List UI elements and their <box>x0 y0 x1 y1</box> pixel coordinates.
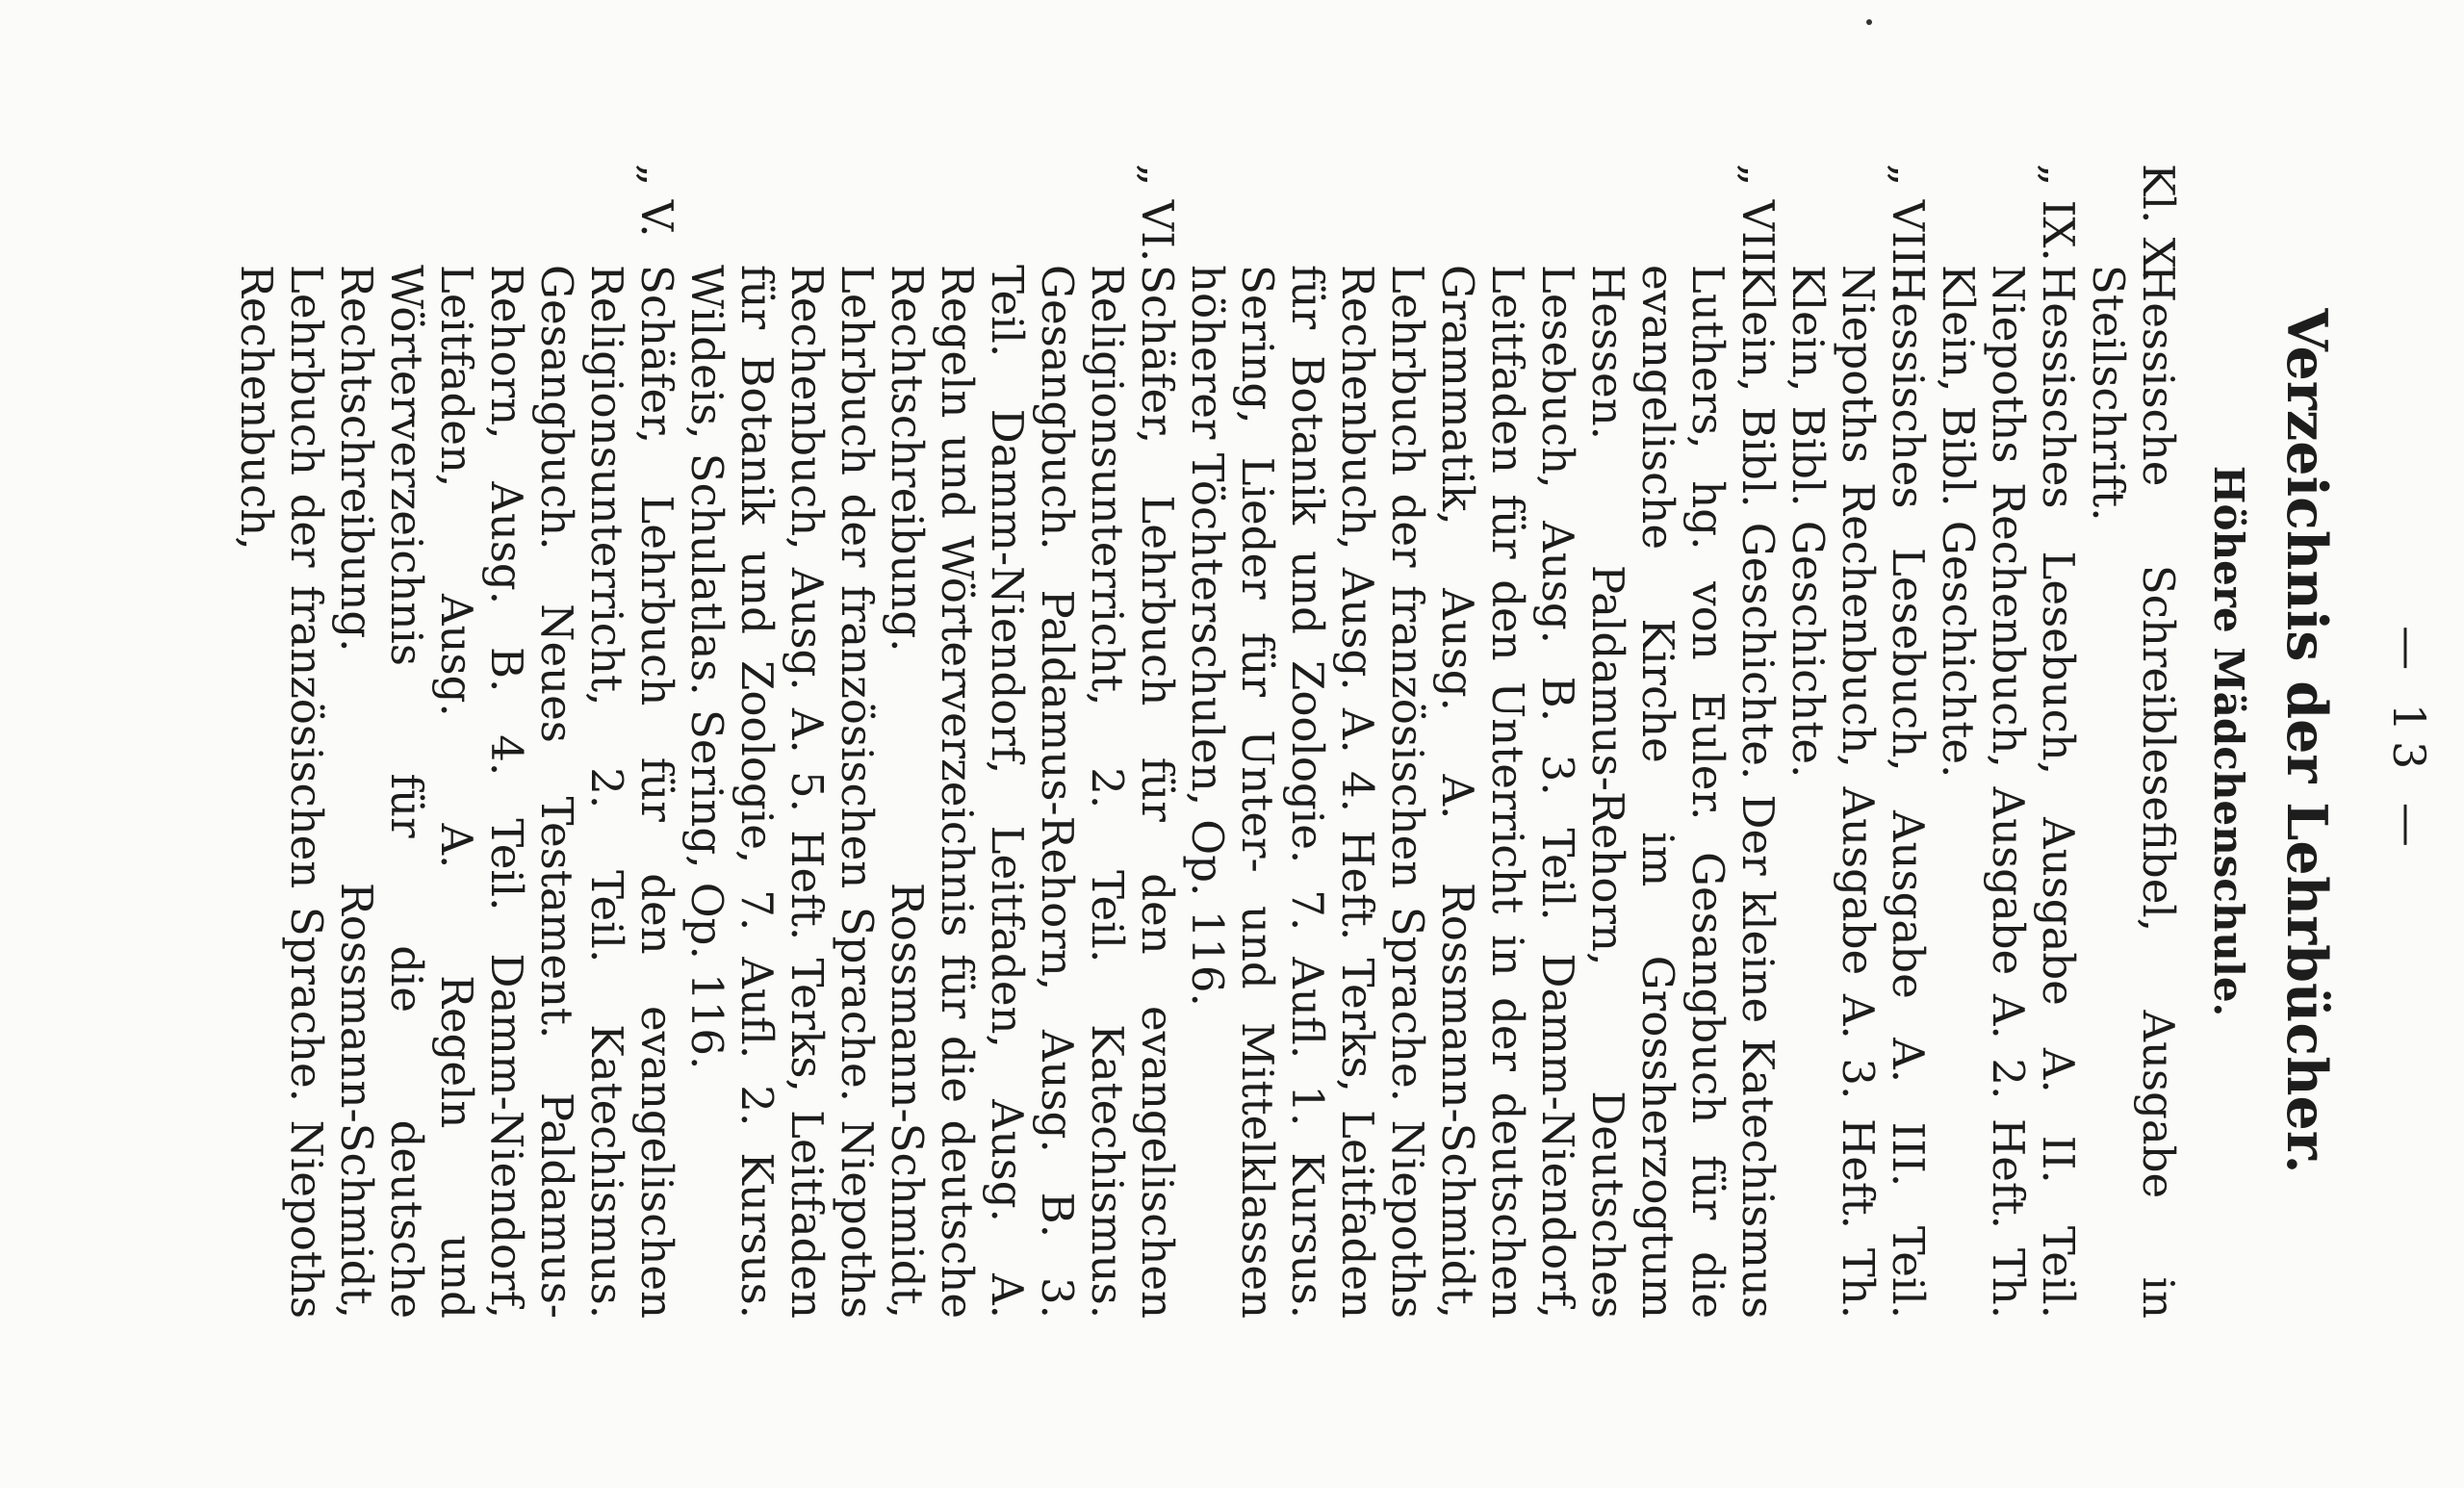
class-label: Kl. X. <box>2133 164 2184 282</box>
book-list-text: Schäfer, Lehrbuch für den evangelischen Religionsunterricht, 2. Teil. Katechismus. Gesangbuch. Neues Testament. Paldamus-Rehorn, Ausg. B. 4. Teil. Damm-Niendorf, Leitfaden, Ausg. A. Regeln und Wörterverzeichnis für die deutsche Rechtschreibung. Rossmann-Schmidt, Lehrbuch der französischen Sprache. Niepoths Rechenbuch, <box>231 265 682 1319</box>
rotated-page-content <box>29 164 2435 1319</box>
book-list-text: Schäfer, Lehrbuch für den evangelischen Religionsunterricht, 2. Teil. Katechismus. Gesangbuch. Paldamus-Rehorn, Ausg. B. 3. Teil. Damm-Niendorf, Leitfaden, Ausg. A. Regeln und Wörterverzeichnis für die deutsche Rechtschreibung. Rossmann-Schmidt, Lehrbuch der französischen Sprache. Niepoths Rechenbuch, Ausg. A. 5. Heft. Terks, Leitfaden für Botanik und Zoologie, 7. Aufl. 2. Kursus. Wildeis, Schulatlas. Sering, Op. 116. <box>681 265 1183 1319</box>
book-list-text: Hessisches Lesebuch, Ausgabe A. III. Teil. Niepoths Rechenbuch, Ausgabe A. 3. Heft. Th. Klein, Bibl. Geschichte. <box>1783 265 1934 1319</box>
book-list-text: Hessische Schreiblesefibel, Ausgabe in Steilschrift. <box>2083 265 2184 1319</box>
class-label: „ VIII. <box>1883 164 1934 296</box>
class-book-list <box>231 164 2183 1319</box>
list-item <box>681 164 1182 1319</box>
list-item <box>2083 164 2183 1319</box>
class-label: „ IX. <box>2033 164 2084 262</box>
class-label: „ V. <box>631 164 682 238</box>
book-list-text: Hessisches Lesebuch, Ausgabe A. II. Teil. Niepoths Rechenbuch, Ausgabe A. 2. Heft. Th. Klein, Bibl. Geschichte. <box>1933 265 2084 1319</box>
list-item <box>1933 164 2083 1319</box>
list-item <box>1182 164 1783 1319</box>
class-label: „ VII. <box>1732 164 1784 279</box>
book-list-text: Klein, Bibl. Geschichte. Der kleine Katechismus Luthers, hg. von Euler. Gesangbuch für die evangelische Kirche im Grossherzogtum Hessen. Paldamus-Rehorn, Deutsches Lesebuch, Ausg. B. 3. Teil. Damm-Niendorf, Leitfaden für den Unterricht in der deutschen Grammatik, Ausg. A. Rossmann-Schmidt, Lehrbuch der französischen Sprache. Niepoths Rechenbuch, Ausg. A. 4. Heft. Terks, Leitfaden für Botanik und Zoologie. 7. Aufl. 1. Kursus. Sering, Lieder für Unter- und Mittelklassen höherer Töchterschulen, Op. 116. <box>1182 265 1784 1319</box>
list-item <box>1783 164 1933 1319</box>
document-title: Verzeichnis der Lehrbücher. <box>2274 308 2339 1174</box>
list-item <box>231 164 681 1319</box>
page-number: — 13 — <box>2383 626 2435 857</box>
section-subtitle: Höhere Mädchenschule. <box>2205 465 2252 1017</box>
ink-speck <box>1866 19 1872 25</box>
class-label: „ VI. <box>1132 164 1183 263</box>
